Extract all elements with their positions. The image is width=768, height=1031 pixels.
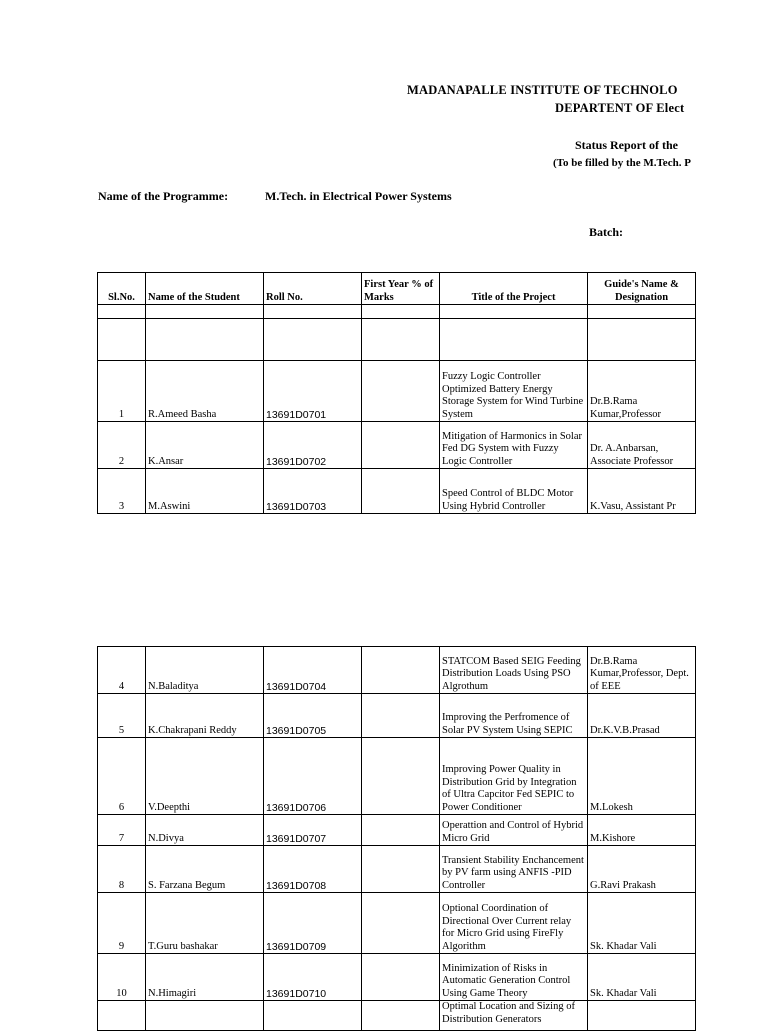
cell-slno: [98, 1001, 146, 1031]
table-row: [98, 893, 696, 954]
cell-student-name: [146, 1001, 264, 1031]
cell-roll-no: 13691D0701: [264, 361, 362, 422]
cell-roll-no: [264, 1001, 362, 1031]
spacer-row: [98, 319, 696, 361]
cell-marks: [362, 647, 440, 694]
table-row: [98, 469, 696, 514]
cell-slno: 1: [98, 361, 146, 422]
header-guide: Guide's Name & Designation: [588, 273, 696, 305]
cell-project-title: Minimization of Risks in Automatic Generation Control Using Game Theory: [440, 954, 588, 1001]
cell-slno: 7: [98, 815, 146, 846]
cell-slno: 3: [98, 469, 146, 514]
cell-marks: [362, 846, 440, 893]
cell-roll-no: 13691D0705: [264, 694, 362, 738]
report-note: (To be filled by the M.Tech. P: [553, 157, 691, 169]
header-student-name: Name of the Student: [146, 273, 264, 305]
cell-guide: Dr. A.Anbarsan, Associate Professor: [588, 422, 696, 469]
cell-guide: G.Ravi Prakash: [588, 846, 696, 893]
cell-marks: [362, 893, 440, 954]
cell-project-title: Fuzzy Logic Controller Optimized Battery Energy Storage System for Wind Turbine System: [440, 361, 588, 422]
cell-marks: [362, 815, 440, 846]
cell-student-name: T.Guru bashakar: [146, 893, 264, 954]
cell-roll-no: 13691D0706: [264, 738, 362, 815]
cell-marks: [362, 738, 440, 815]
cell-roll-no: 13691D0704: [264, 647, 362, 694]
cell-guide: K.Vasu, Assistant Pr: [588, 469, 696, 514]
cell-student-name: R.Ameed Basha: [146, 361, 264, 422]
table-row: [98, 954, 696, 1001]
programme-label: Name of the Programme:: [98, 189, 229, 203]
table-row: [98, 647, 696, 694]
cell-slno: 9: [98, 893, 146, 954]
cell-slno: 2: [98, 422, 146, 469]
cell-student-name: N.Baladitya: [146, 647, 264, 694]
cell-guide: M.Lokesh: [588, 738, 696, 815]
batch-label: Batch:: [589, 225, 623, 239]
header-slno: Sl.No.: [98, 273, 146, 305]
students-table-part2: [97, 646, 696, 1031]
cell-marks: [362, 1001, 440, 1031]
cell-marks: [362, 422, 440, 469]
cell-roll-no: 13691D0708: [264, 846, 362, 893]
cell-slno: 6: [98, 738, 146, 815]
cell-slno: 4: [98, 647, 146, 694]
students-table-part1: [97, 272, 696, 514]
institute-name: MADANAPALLE INSTITUTE OF TECHNOLO: [407, 83, 678, 97]
cell-guide: Sk. Khadar Vali: [588, 893, 696, 954]
table-header-row: [98, 273, 696, 305]
department-name: DEPARTENT OF Elect: [555, 101, 685, 115]
cell-project-title: Optional Coordination of Directional Over Current relay for Micro Grid using FireFly Algorithm: [440, 893, 588, 954]
cell-roll-no: 13691D0707: [264, 815, 362, 846]
cell-student-name: K.Chakrapani Reddy: [146, 694, 264, 738]
cell-guide: Dr.B.Rama Kumar,Professor: [588, 361, 696, 422]
cell-project-title: Improving Power Quality in Distribution Grid by Integration of Ultra Capcitor Fed SEPIC to Power Conditioner: [440, 738, 588, 815]
cell-guide: Dr.K.V.B.Prasad: [588, 694, 696, 738]
cell-project-title: Improving the Perfromence of Solar PV System Using SEPIC: [440, 694, 588, 738]
cell-project-title: Operattion and Control of Hybrid Micro Grid: [440, 815, 588, 846]
table-row: [98, 694, 696, 738]
cell-guide: Sk. Khadar Vali: [588, 954, 696, 1001]
cell-student-name: S. Farzana Begum: [146, 846, 264, 893]
cell-guide: M.Kishore: [588, 815, 696, 846]
cell-marks: [362, 694, 440, 738]
cell-student-name: M.Aswini: [146, 469, 264, 514]
cell-guide: Dr.B.Rama Kumar,Professor, Dept. of EEE: [588, 647, 696, 694]
table-row: [98, 815, 696, 846]
cell-roll-no: 13691D0702: [264, 422, 362, 469]
report-title: Status Report of the: [575, 138, 678, 152]
cell-project-title: STATCOM Based SEIG Feeding Distribution Loads Using PSO Algrothum: [440, 647, 588, 694]
cell-marks: [362, 361, 440, 422]
cell-project-title: Speed Control of BLDC Motor Using Hybrid Controller: [440, 469, 588, 514]
cell-slno: 8: [98, 846, 146, 893]
cell-project-title: Transient Stability Enchancement by PV farm using ANFIS -PID Controller: [440, 846, 588, 893]
table-row: [98, 846, 696, 893]
table-row: [98, 1001, 696, 1031]
cell-roll-no: 13691D0703: [264, 469, 362, 514]
header-first-year-marks: First Year % of Marks: [362, 273, 440, 305]
cell-guide: [588, 1001, 696, 1031]
table-row: [98, 361, 696, 422]
cell-marks: [362, 954, 440, 1001]
spacer-row: [98, 305, 696, 319]
cell-slno: 10: [98, 954, 146, 1001]
header-project-title: Title of the Project: [440, 273, 588, 305]
cell-student-name: V.Deepthi: [146, 738, 264, 815]
cell-student-name: K.Ansar: [146, 422, 264, 469]
programme-value: M.Tech. in Electrical Power Systems: [265, 189, 452, 203]
cell-marks: [362, 469, 440, 514]
cell-project-title: Optimal Location and Sizing of Distribution Generators: [440, 1001, 588, 1031]
table-row: [98, 422, 696, 469]
cell-roll-no: 13691D0709: [264, 893, 362, 954]
table-row: [98, 738, 696, 815]
cell-roll-no: 13691D0710: [264, 954, 362, 1001]
cell-student-name: N.Himagiri: [146, 954, 264, 1001]
cell-slno: 5: [98, 694, 146, 738]
cell-student-name: N.Divya: [146, 815, 264, 846]
cell-project-title: Mitigation of Harmonics in Solar Fed DG System with Fuzzy Logic Controller: [440, 422, 588, 469]
header-roll-no: Roll No.: [264, 273, 362, 305]
